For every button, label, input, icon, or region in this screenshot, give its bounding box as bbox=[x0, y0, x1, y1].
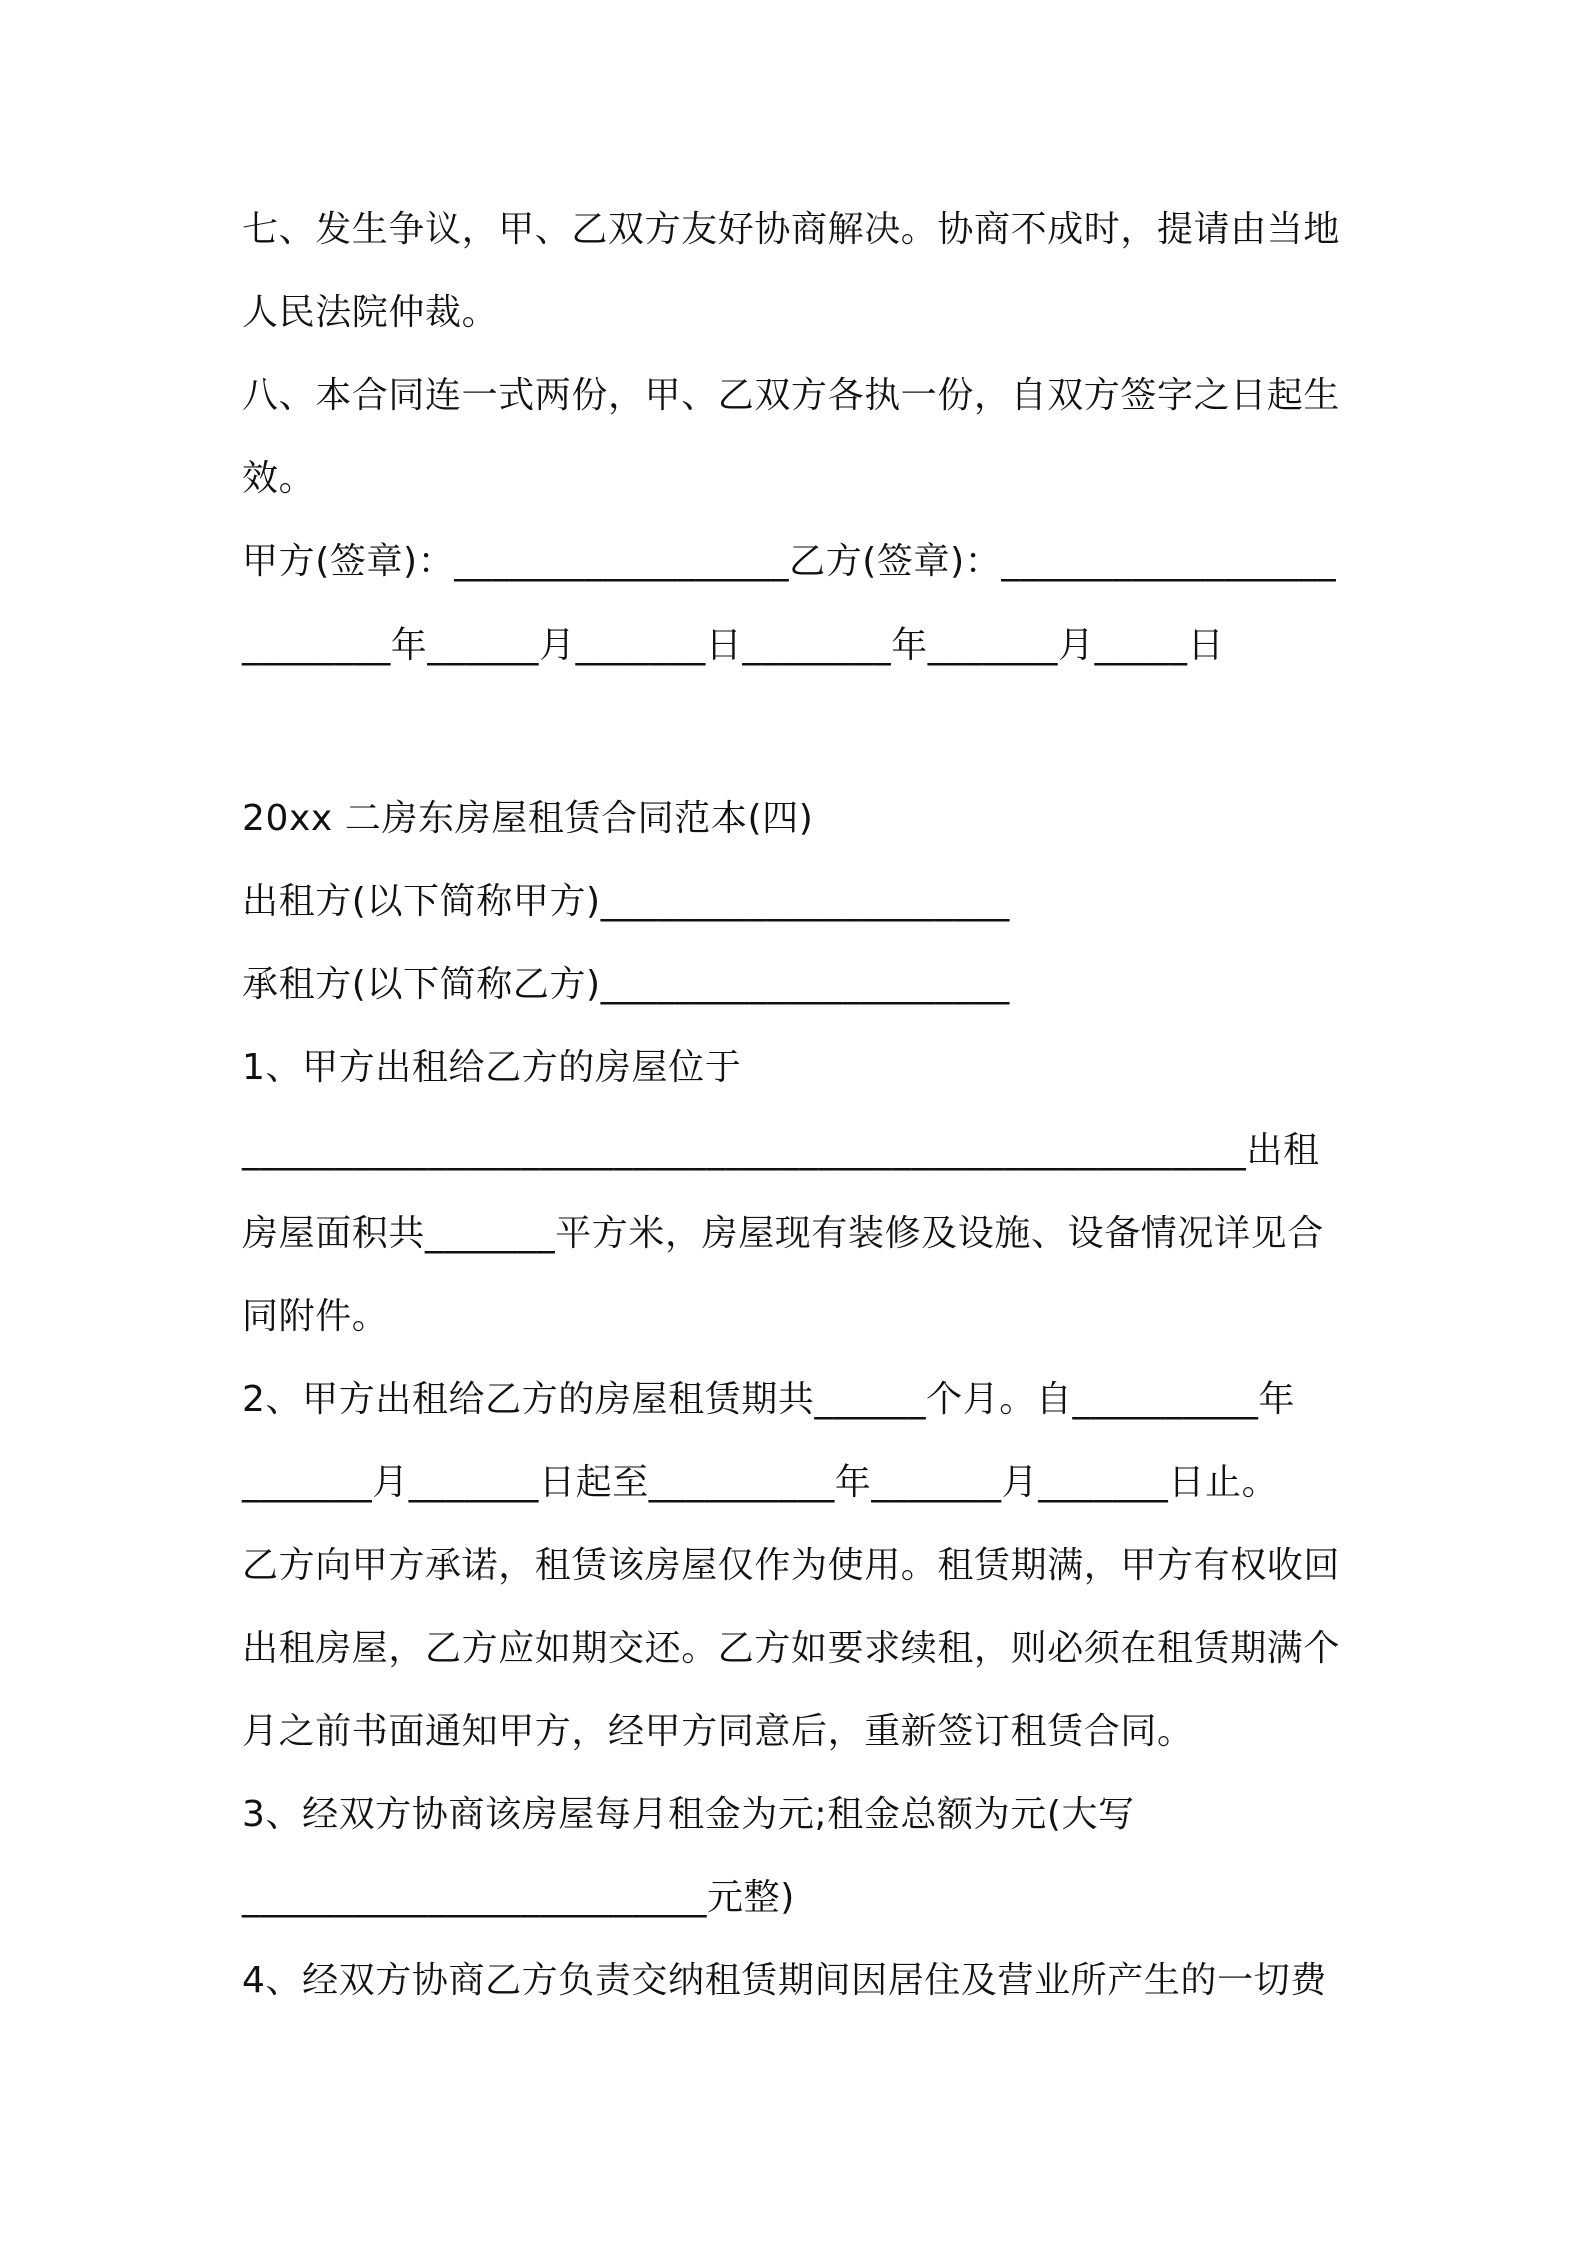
section-title: 20xx 二房东房屋租赁合同范本(四) bbox=[242, 798, 814, 839]
clause-3-line-1: 3、经双方协商该房屋每月租金为元;租金总额为元(大写 bbox=[242, 1794, 1135, 1835]
clause-2-line-2: _______月_______日起至__________年_______月_______日止。 bbox=[242, 1462, 1279, 1503]
clause-1-line-2: ______________________________________________________出租 bbox=[242, 1130, 1320, 1171]
clause-8-line-1: 八、本合同连一式两份，甲、乙双方各执一份，自双方签字之日起生 bbox=[242, 375, 1341, 416]
clause-2-line-1: 2、甲方出租给乙方的房屋租赁期共______个月。自__________年 bbox=[242, 1379, 1296, 1420]
signature-line: 甲方(签章)：__________________乙方(签章)：__________________ bbox=[242, 541, 1337, 582]
clause-8-line-2: 效。 bbox=[242, 458, 316, 499]
lessee-line: 承租方(以下简称乙方)______________________ bbox=[242, 964, 1010, 1005]
clause-4-line-1: 4、经双方协商乙方负责交纳租赁期间因居住及营业所产生的一切费 bbox=[242, 1960, 1327, 2001]
clause-2-line-4: 出租房屋，乙方应如期交还。乙方如要求续租，则必须在租赁期满个 bbox=[242, 1628, 1341, 1669]
clause-7-line-1: 七、发生争议，甲、乙双方友好协商解决。协商不成时，提请由当地 bbox=[242, 209, 1341, 250]
clause-2-line-3: 乙方向甲方承诺，租赁该房屋仅作为使用。租赁期满，甲方有权收回 bbox=[242, 1545, 1341, 1586]
clause-1-line-1: 1、甲方出租给乙方的房屋位于 bbox=[242, 1047, 742, 1088]
clause-2-line-5: 月之前书面通知甲方，经甲方同意后，重新签订租赁合同。 bbox=[242, 1711, 1194, 1752]
clause-1-line-4: 同附件。 bbox=[242, 1296, 389, 1337]
date-line: ________年______月_______日________年_______月_____日 bbox=[242, 625, 1225, 666]
clause-3-line-2: _________________________元整) bbox=[242, 1877, 795, 1918]
clause-1-line-3: 房屋面积共_______平方米，房屋现有装修及设施、设备情况详见合 bbox=[242, 1213, 1324, 1254]
clause-7-line-2: 人民法院仲裁。 bbox=[242, 292, 499, 333]
lessor-line: 出租方(以下简称甲方)______________________ bbox=[242, 881, 1010, 922]
